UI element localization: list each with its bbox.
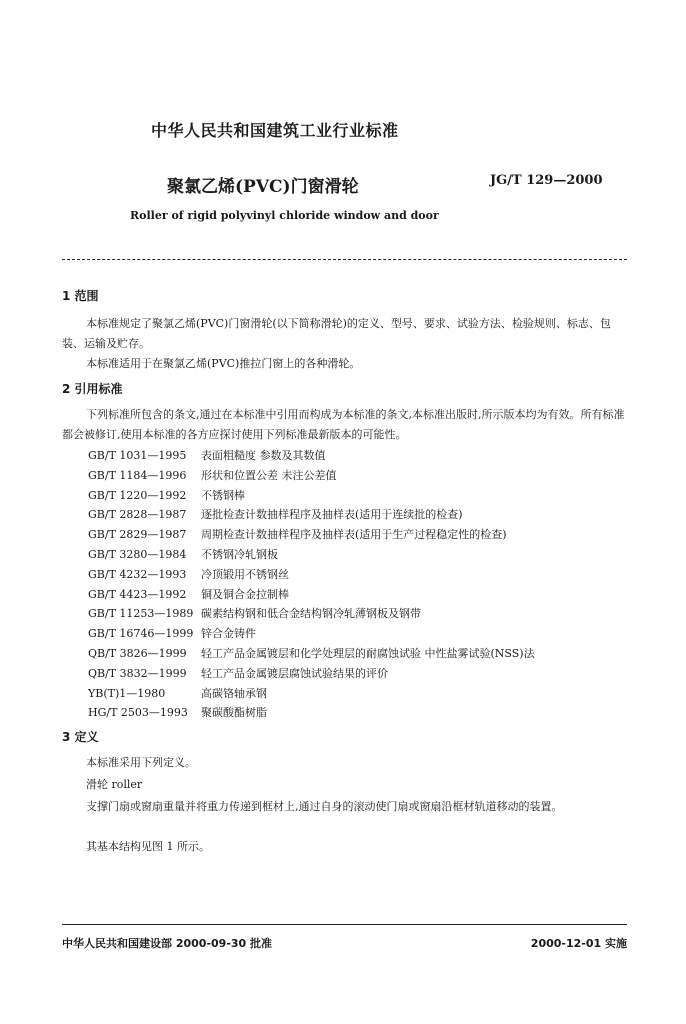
reference-title: 逐批检查计数抽样程序及抽样表(适用于连续批的检查) (201, 508, 463, 522)
standard-title-english: Roller of rigid polyvinyl chloride window and door (130, 209, 439, 222)
reference-title: 形状和位置公差 未注公差值 (201, 468, 337, 482)
section-1-heading: 1 范围 (62, 289, 99, 303)
reference-item (88, 684, 535, 704)
implementation-date: 2000-12-01 实施 (530, 937, 627, 950)
reference-code: GB/T 11253—1989 (88, 607, 194, 621)
reference-item (88, 703, 535, 723)
section-1-paragraph-1: 本标准规定了聚氯乙烯(PVC)门窗滑轮(以下简称滑轮)的定义、型号、要求、试验方法、检验规则、标志、包装、运输及贮存。 (62, 317, 611, 350)
reference-item (88, 644, 535, 664)
reference-item (88, 565, 535, 585)
reference-title: 铜及铜合金拉制棒 (201, 587, 289, 601)
reference-code: GB/T 4423—1992 (88, 587, 187, 601)
reference-title: 轻工产品金属镀层和化学处理层的耐腐蚀试验 中性盐雾试验(NSS)法 (201, 646, 535, 660)
reference-item (88, 466, 535, 486)
reference-title: 轻工产品金属镀层腐蚀试验结果的评价 (201, 666, 388, 680)
reference-code: GB/T 2828—1987 (88, 508, 187, 522)
section-1-paragraph-2: 本标准适用于在聚氯乙烯(PVC)推拉门窗上的各种滑轮。 (86, 357, 361, 370)
reference-title: 聚碳酸酯树脂 (201, 706, 267, 720)
section-3-paragraph-3: 其基本结构见图 1 所示。 (86, 840, 210, 853)
reference-item (88, 545, 535, 565)
section-3-paragraph-2: 支撑门扇或窗扇重量并将重力传递到框材上,通过自身的滚动使门扇或窗扇沿框材轨道移动的装置。 (86, 800, 563, 813)
reference-title: 冷顶锻用不锈钢丝 (201, 567, 289, 581)
reference-code: GB/T 1031—1995 (88, 449, 187, 462)
reference-item (88, 486, 535, 506)
reference-code: GB/T 16746—1999 (88, 627, 194, 641)
reference-code: YB(T)1—1980 (88, 686, 166, 700)
normative-references-list (88, 446, 535, 723)
reference-code: QB/T 3832—1999 (88, 666, 187, 680)
reference-item (88, 604, 535, 624)
header-divider (62, 259, 627, 260)
section-3-term: 滑轮 roller (86, 778, 143, 791)
reference-code: GB/T 2829—1987 (88, 528, 187, 542)
footer-divider (62, 924, 627, 925)
reference-item (88, 446, 535, 466)
reference-code: GB/T 4232—1993 (88, 567, 187, 581)
section-3-paragraph-1: 本标准采用下列定义。 (86, 756, 196, 769)
reference-title: 不锈钢棒 (201, 488, 245, 502)
reference-code: GB/T 1220—1992 (88, 488, 187, 502)
approval-date: 中华人民共和国建设部 2000-09-30 批准 (62, 937, 273, 950)
reference-title: 不锈钢冷轧钢板 (201, 547, 278, 561)
reference-item (88, 525, 535, 545)
reference-code: GB/T 1184—1996 (88, 468, 187, 482)
reference-title: 表面粗糙度 参数及其数值 (201, 449, 326, 462)
section-2-paragraph: 下列标准所包含的条文,通过在本标准中引用而构成为本标准的条文,本标准出版时,所示版本均为有效。所有标准都会被修订,使用本标准的各方应探讨使用下列标准最新版本的可能性。 (62, 408, 625, 441)
standard-number: JG/T 129—2000 (490, 173, 603, 188)
reference-item (88, 664, 535, 684)
reference-title: 锌合金铸件 (201, 627, 256, 641)
reference-code: HG/T 2503—1993 (88, 706, 188, 720)
standard-title: 聚氯乙烯(PVC)门窗滑轮 (167, 177, 359, 197)
section-3-heading: 3 定义 (62, 730, 99, 744)
section-2-heading: 2 引用标准 (62, 382, 123, 396)
reference-item (88, 624, 535, 644)
reference-code: QB/T 3826—1999 (88, 646, 187, 660)
reference-title: 碳素结构钢和低合金结构钢冷轧薄钢板及钢带 (201, 607, 421, 621)
reference-code: GB/T 3280—1984 (88, 547, 187, 561)
reference-title: 周期检查计数抽样程序及抽样表(适用于生产过程稳定性的检查) (201, 528, 507, 542)
org-title: 中华人民共和国建筑工业行业标准 (151, 121, 399, 140)
reference-item (88, 585, 535, 605)
reference-item (88, 505, 535, 525)
reference-title: 高碳铬轴承钢 (201, 686, 267, 700)
